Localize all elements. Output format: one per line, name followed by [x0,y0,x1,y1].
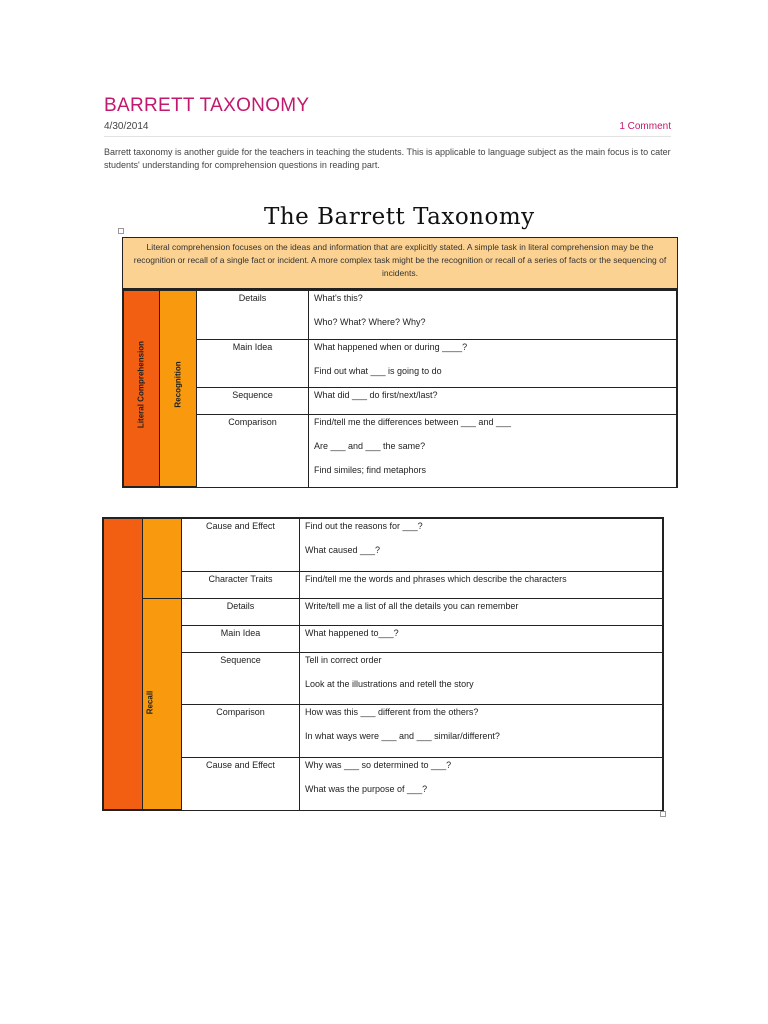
category-label: Details [226,601,255,611]
question-text: Are ___ and ___ the same? [314,441,426,451]
post-date: 4/30/2014 [104,121,149,132]
recall-outer-column [103,518,143,810]
recognition-table [122,289,678,488]
question-text: Find/tell me the differences between ___ and ___ [314,417,511,427]
category-label: Cause and Effect [206,760,275,770]
literal-definition-banner: Literal comprehension focuses on the ideas and information that are explicitly stated. A simple task in literal comprehension may be the recognition or recall of a single fact or incident. A more complex task might be the recognition or recall of a series of facts or the sequencing of incidents. [122,237,678,289]
recognition-label: Recognition [173,361,183,408]
intro-paragraph: Barrett taxonomy is another guide for the teachers in teaching the students. This is applicable to language subject as the main focus is to cater students' understanding for comprehension questions in reading part. [104,147,671,170]
question-text: What happened to___? [305,628,399,638]
post-title: BARRETT TAXONOMY [104,95,310,116]
comment-link[interactable]: 1 Comment [619,121,671,132]
category-label: Sequence [220,655,261,665]
question-text: Who? What? Where? Why? [314,317,426,327]
question-text: Find/tell me the words and phrases which describe the characters [305,574,567,584]
question-text: What caused ___? [305,545,381,555]
category-label: Main Idea [232,342,273,352]
corner-marker [660,811,666,817]
question-cell [308,290,677,340]
question-text: Write/tell me a list of all the details you can remember [305,601,519,611]
literal-comprehension-label: Literal Comprehension [136,340,146,429]
document-title: The Barrett Taxonomy [264,204,535,230]
category-label: Comparison [216,707,265,717]
question-text: Why was ___ so determined to ___? [305,760,452,770]
header-divider [104,136,671,137]
question-text: In what ways were ___ and ___ similar/different? [305,731,500,741]
category-label: Cause and Effect [206,521,275,531]
question-text: How was this ___ different from the others? [305,707,479,717]
category-label: Character Traits [208,574,273,584]
question-text: What did ___ do first/next/last? [314,390,438,400]
recall-upper-column [142,518,182,599]
corner-marker [118,228,124,234]
category-label: Sequence [232,390,273,400]
question-text: Find out the reasons for ___? [305,521,423,531]
category-label: Comparison [228,417,277,427]
category-label: Main Idea [220,628,261,638]
question-text: Look at the illustrations and retell the story [305,679,474,689]
question-text: What's this? [314,293,363,303]
question-text: What happened when or during ____? [314,342,468,352]
question-text: What was the purpose of ___? [305,784,428,794]
question-text: Find out what ___ is going to do [314,366,442,376]
recall-label: Recall [145,690,155,715]
question-text: Tell in correct order [305,655,382,665]
question-text: Find similes; find metaphors [314,465,427,475]
recall-table [102,517,664,811]
category-label: Details [238,293,267,303]
